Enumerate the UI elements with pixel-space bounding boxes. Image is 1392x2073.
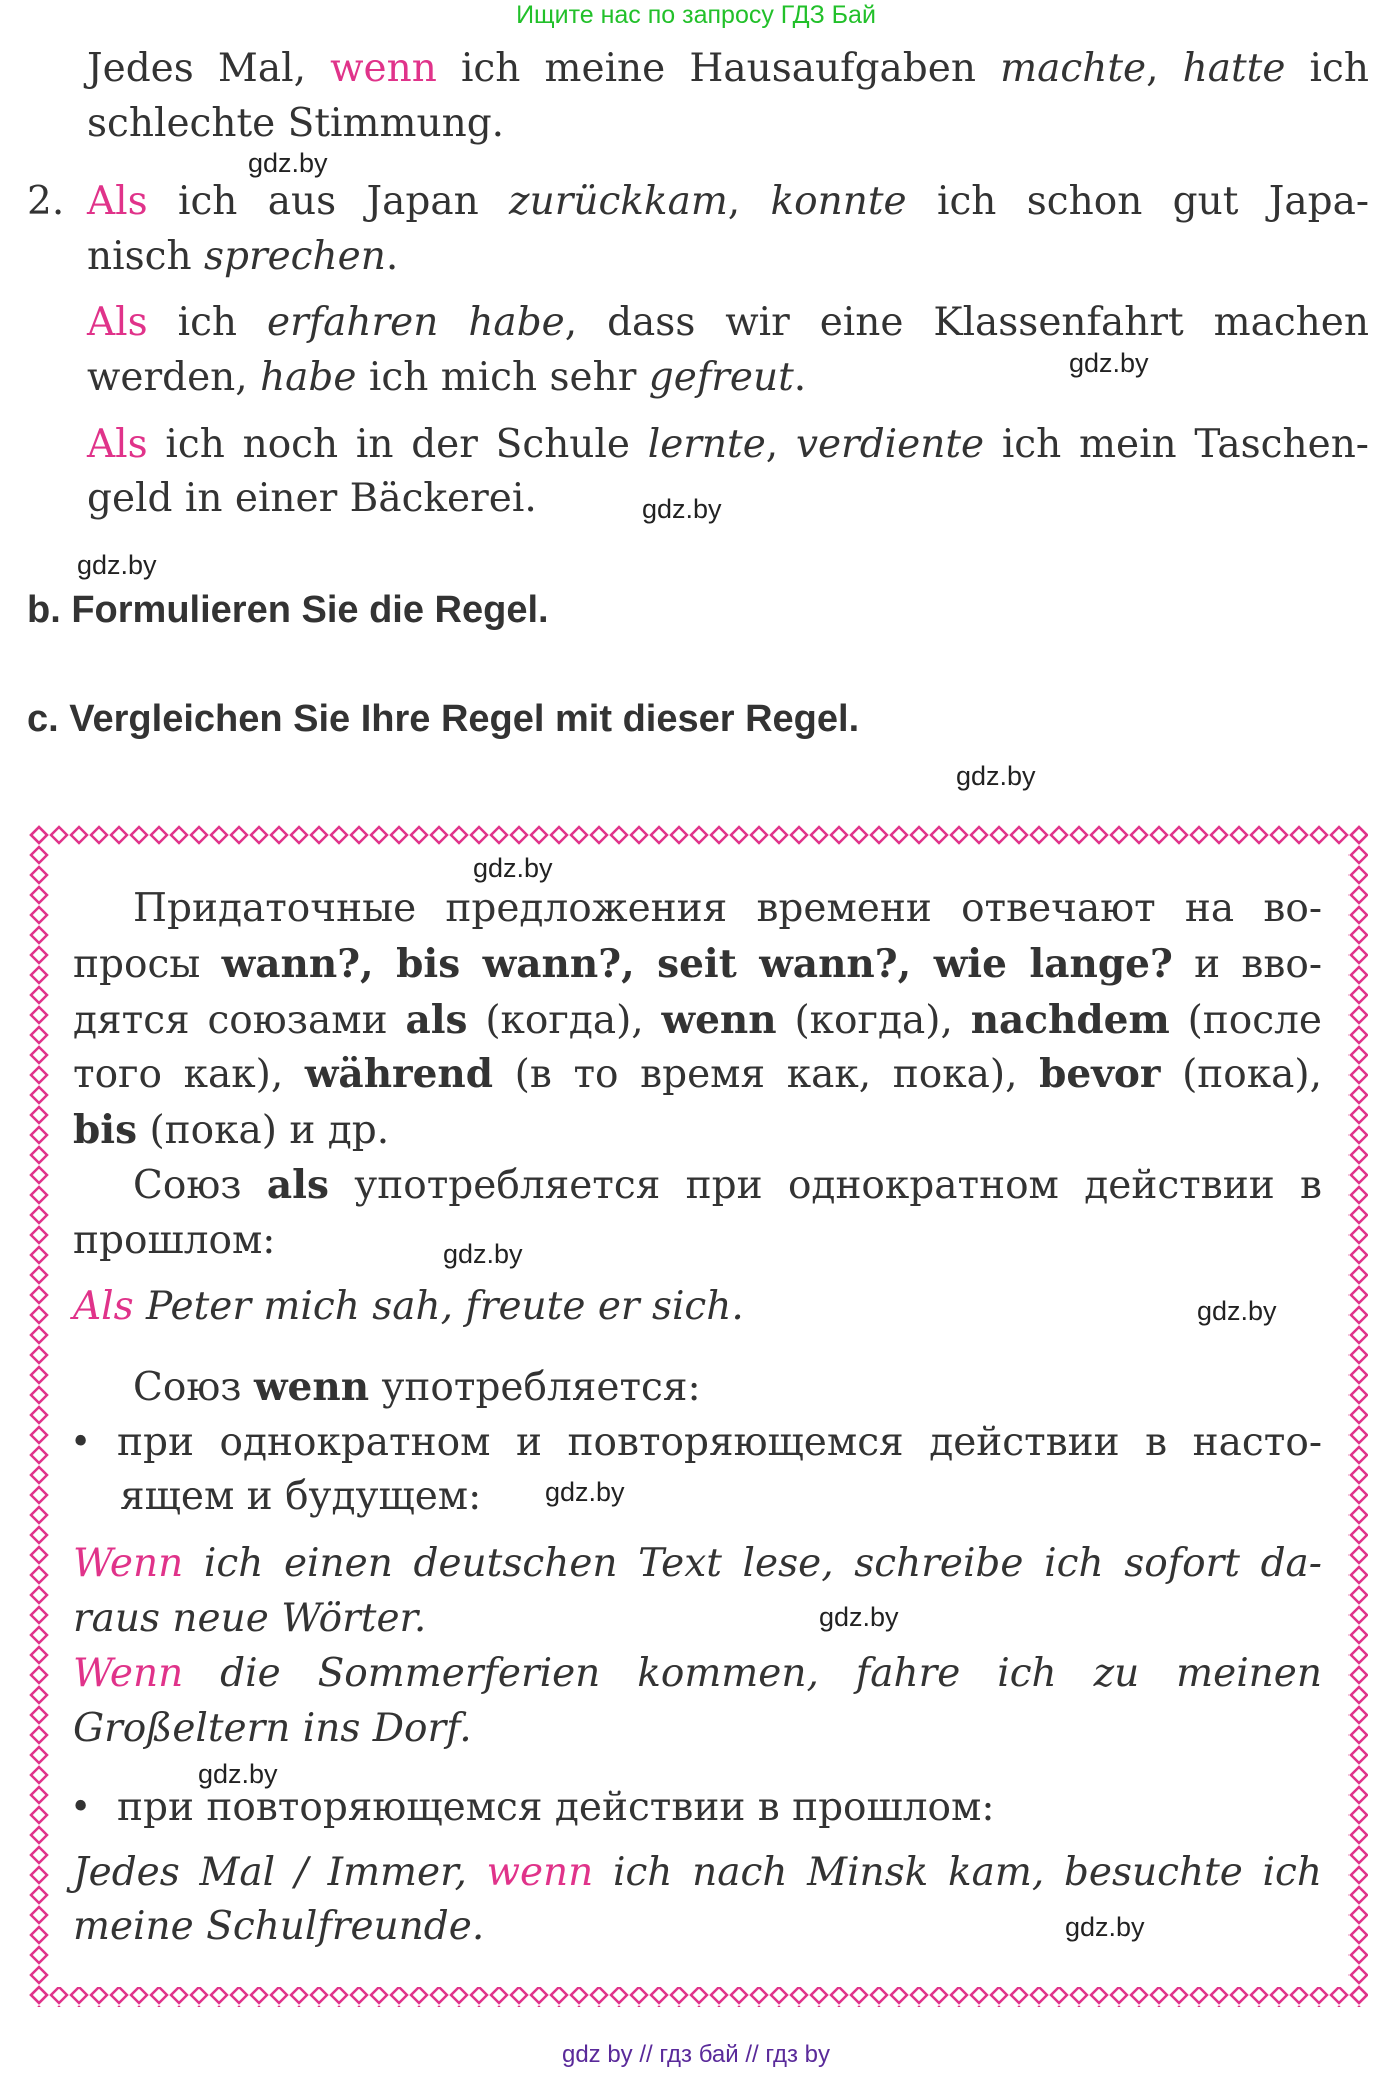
watermark: gdz.by (443, 1239, 523, 1269)
text-segment: Peter mich sah, freute er sich. (133, 1284, 744, 1329)
text-segment: ich einen deutschen Text lese, schreibe ich sofort da- (183, 1541, 1322, 1586)
text-segment: . (793, 355, 807, 400)
rule-line (117, 1783, 995, 1833)
task-b-heading: b. Formulieren Sie die Regel. (27, 589, 549, 631)
text-segment: meine Schulfreunde. (73, 1904, 485, 1949)
text-segment: nisch (87, 234, 204, 279)
text-segment: ich (147, 300, 267, 345)
highlighted-conjunction: Als (87, 300, 148, 345)
text-segment: die Sommerferien kommen, fahre ich zu meinen (183, 1651, 1322, 1696)
text-segment: (в то время как, пока), (493, 1052, 1040, 1097)
text-segment: Союз (133, 1365, 254, 1410)
rule-line (73, 939, 1322, 990)
text-segment: при однократном и повторяющемся действии в насто- (117, 1420, 1322, 1465)
watermark: gdz.by (248, 148, 328, 178)
text-segment: konnte (770, 179, 907, 224)
watermark: gdz.by (545, 1477, 625, 1507)
watermark: gdz.by (1069, 348, 1149, 378)
highlighted-conjunction: Als (73, 1284, 134, 1329)
example-line (87, 232, 398, 282)
rule-line (73, 1216, 275, 1266)
text-segment: и вво- (1172, 942, 1322, 987)
text-segment: ich aus Japan (147, 179, 510, 224)
text-segment: ich (1285, 46, 1369, 91)
watermark: gdz.by (1197, 1296, 1277, 1326)
example-line (87, 298, 1369, 348)
watermark: gdz.by (956, 761, 1036, 791)
rule-line (117, 1418, 1322, 1468)
text-segment: lernte (647, 422, 766, 467)
text-segment: wenn (253, 1364, 370, 1410)
text-segment: hatte (1182, 46, 1286, 91)
rule-line (73, 1539, 1322, 1589)
example-line (87, 474, 537, 524)
watermark: gdz.by (819, 1602, 899, 1632)
rule-line (133, 1160, 1322, 1211)
text-segment: (когда), (467, 998, 662, 1043)
text-segment: bis (73, 1107, 138, 1153)
rule-line (120, 1472, 481, 1522)
example-line (87, 353, 806, 403)
text-segment: прошлом: (73, 1218, 276, 1263)
text-segment: sprechen (203, 234, 386, 279)
text-segment: verdiente (795, 422, 985, 467)
text-segment: ich meine Hausaufgaben (436, 46, 1001, 91)
text-segment: während (304, 1051, 494, 1097)
highlighted-conjunction: Als (87, 179, 148, 224)
task-c-heading: c. Vergleichen Sie Ihre Regel mit dieser Regel. (27, 698, 860, 740)
item-number: 2. (27, 179, 65, 224)
text-segment: wann?, bis wann?, seit wann?, wie lange? (221, 941, 1173, 987)
rule-line (73, 1704, 472, 1754)
text-segment: (пока) и др. (137, 1108, 390, 1153)
footer-links: gdz by // гдз бай // гдз by (561, 2041, 831, 2068)
bullet-icon: • (70, 1422, 92, 1463)
text-segment: Союз (133, 1163, 267, 1208)
example-line (87, 44, 1369, 94)
text-segment: Jedes Mal, (87, 46, 331, 91)
highlighted-conjunction: wenn (486, 1850, 594, 1895)
text-segment: ich schon gut Japa- (906, 179, 1370, 224)
text-segment: bevor (1039, 1051, 1161, 1097)
text-segment: , (765, 422, 796, 467)
example-line (87, 177, 1369, 227)
text-segment: (когда), (776, 998, 971, 1043)
watermark: gdz.by (1065, 1912, 1145, 1942)
text-segment: при повторяющемся действии в прошлом: (117, 1785, 995, 1830)
text-segment: (пока), (1160, 1052, 1322, 1097)
highlighted-conjunction: wenn (330, 46, 437, 91)
bullet-icon: • (70, 1787, 92, 1828)
text-segment: schlechte Stimmung. (87, 101, 505, 146)
text-segment: werden, (87, 355, 261, 400)
text-segment: raus neue Wörter. (73, 1596, 427, 1641)
text-segment: того как), (73, 1052, 305, 1097)
watermark: gdz.by (642, 494, 722, 524)
rule-line (73, 1649, 1322, 1699)
text-segment: . (385, 234, 399, 279)
text-segment: geld in einer Bäckerei. (87, 476, 537, 521)
text-segment: gefreut (648, 355, 794, 400)
highlighted-conjunction: Wenn (73, 1651, 184, 1696)
text-segment: zurückkam (509, 179, 728, 224)
example-line (87, 99, 504, 149)
text-segment: употребляется: (369, 1365, 701, 1410)
text-segment: als (266, 1162, 329, 1208)
text-segment: , (1146, 46, 1183, 91)
text-segment: als (405, 997, 468, 1043)
text-segment: habe (260, 355, 357, 400)
text-segment: Придаточные предложения времени отвечают на во- (133, 886, 1322, 931)
text-segment: Großeltern ins Dorf. (73, 1706, 472, 1751)
example-line (87, 420, 1369, 470)
text-segment: Jedes Mal / Immer, (73, 1850, 487, 1895)
rule-line (73, 1282, 744, 1332)
text-segment: ящем и будущем: (120, 1474, 482, 1519)
rule-line (73, 1848, 1322, 1898)
text-segment: , dass wir eine Klassenfahrt machen (564, 300, 1369, 345)
rule-line (133, 1362, 701, 1413)
text-segment: ich noch in der Schule (147, 422, 648, 467)
text-segment: nachdem (970, 997, 1170, 1043)
search-hint-banner: Ищите нас по запросу ГДЗ Бай (516, 1, 876, 29)
text-segment: дятся союзами (73, 998, 406, 1043)
rule-line (73, 995, 1322, 1046)
watermark: gdz.by (473, 853, 553, 883)
text-segment: (после (1169, 998, 1322, 1043)
highlighted-conjunction: Als (87, 422, 148, 467)
rule-line (73, 1105, 389, 1156)
rule-line (73, 1594, 426, 1644)
text-segment: ich nach Minsk kam, besuchte ich (593, 1850, 1322, 1895)
watermark: gdz.by (198, 1759, 278, 1789)
highlighted-conjunction: Wenn (73, 1541, 184, 1586)
text-segment: wenn (661, 997, 777, 1043)
text-segment: ich mich sehr (356, 355, 649, 400)
rule-line (73, 1049, 1322, 1100)
rule-line (73, 1902, 484, 1952)
text-segment: просы (73, 942, 222, 987)
text-segment: употребляется при однократном действии в (328, 1163, 1322, 1208)
text-segment: erfahren habe (267, 300, 565, 345)
text-segment: , (727, 179, 771, 224)
text-segment: ich mein Taschen- (984, 422, 1369, 467)
rule-line (133, 884, 1322, 934)
text-segment: machte (1000, 46, 1147, 91)
watermark: gdz.by (77, 550, 157, 580)
